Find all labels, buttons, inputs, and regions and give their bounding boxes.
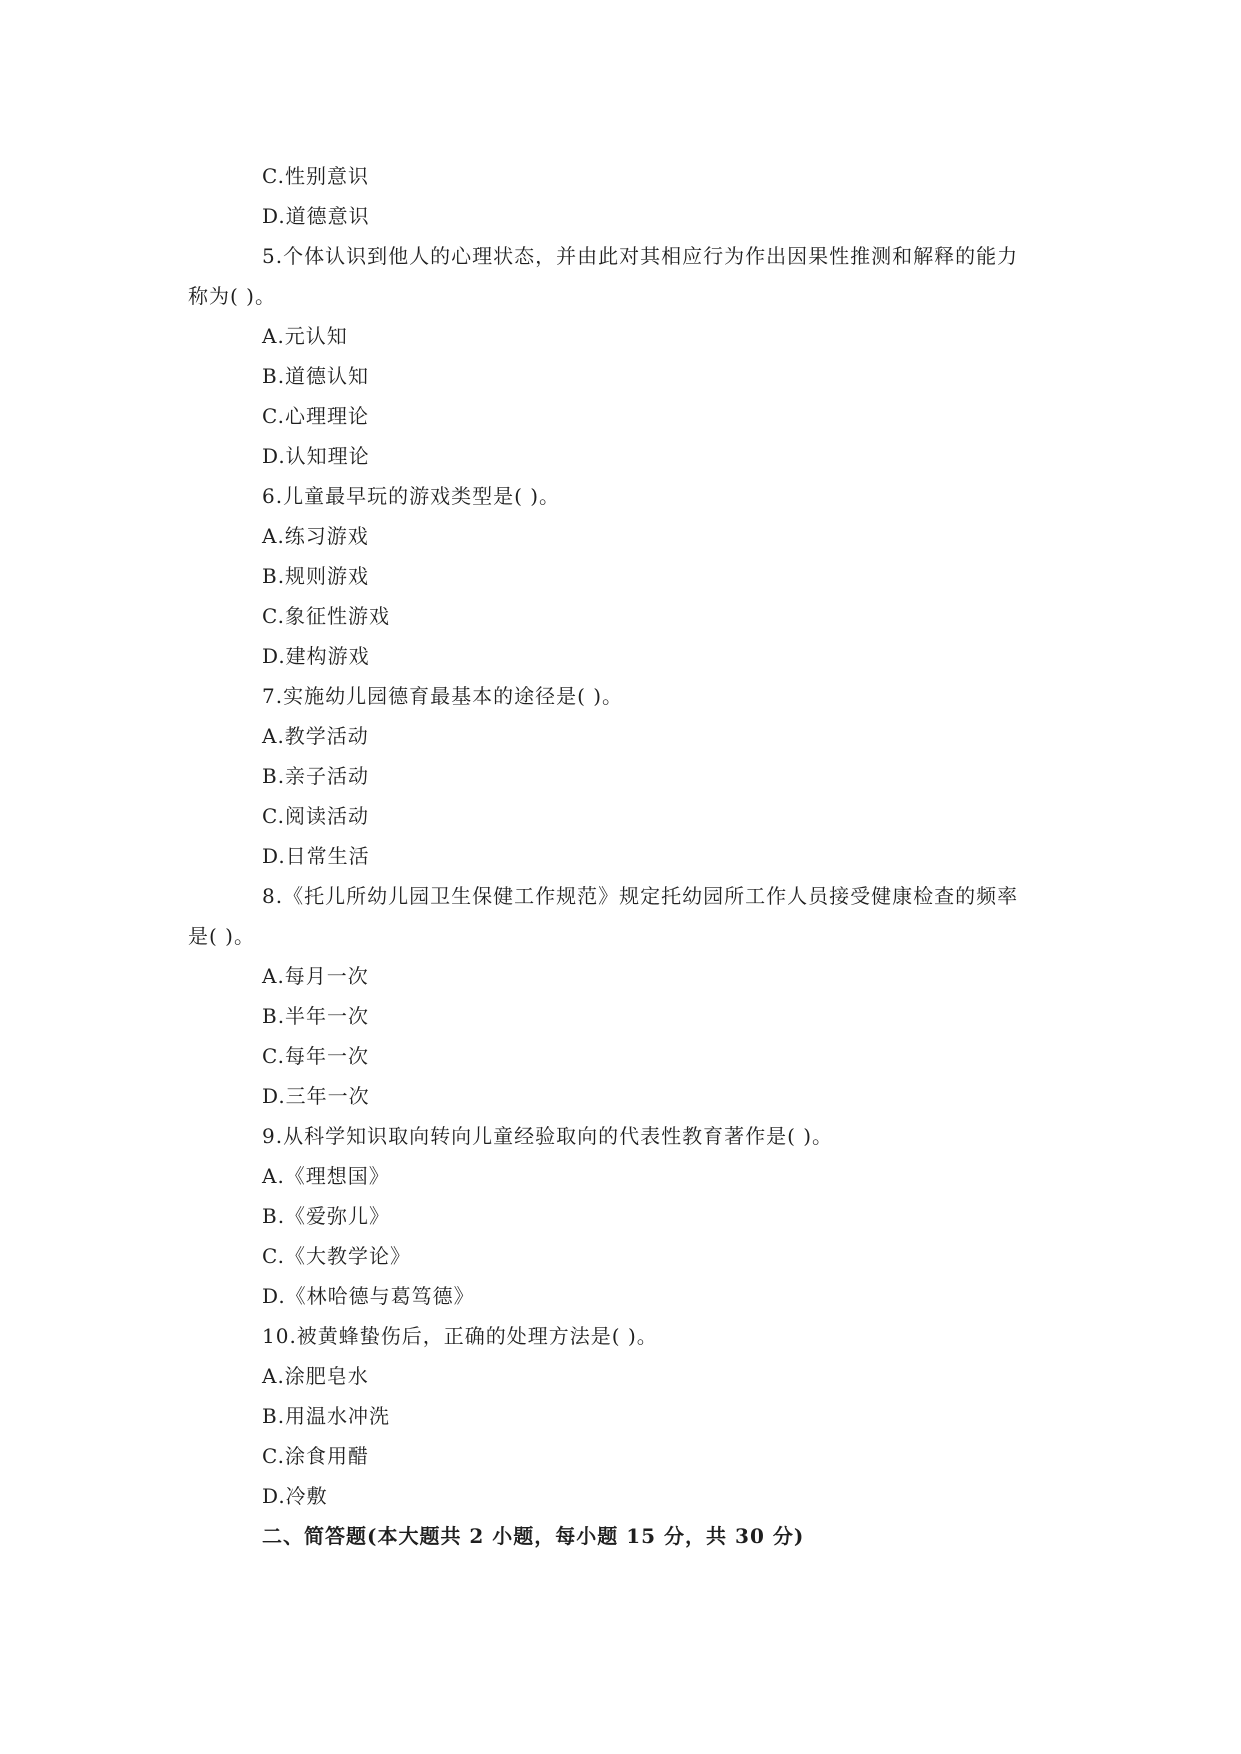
option-a-q10: A.涂肥皂水 (262, 1364, 369, 1388)
option-a-q8: A.每月一次 (262, 964, 369, 988)
option-a-q9: A.《理想国》 (262, 1164, 390, 1188)
question-5: 5.个体认识到他人的心理状态，并由此对其相应行为作出因果性推测和解释的能力 (262, 244, 1019, 268)
option-b-q7: B.亲子活动 (262, 764, 370, 788)
option-c-q7: C.阅读活动 (262, 804, 369, 828)
option-b-q10: B.用温水冲洗 (262, 1404, 391, 1428)
question-5-continuation: 称为( )。 (188, 284, 276, 308)
option-d-q5: D.认知理论 (262, 444, 370, 468)
option-d-q4: D.道德意识 (262, 204, 370, 228)
question-6: 6.儿童最早玩的游戏类型是( )。 (262, 484, 561, 508)
option-c-q9: C.《大教学论》 (262, 1244, 411, 1268)
option-a-q6: A.练习游戏 (262, 524, 369, 548)
option-d-q10: D.冷敷 (262, 1484, 328, 1508)
option-c-q10: C.涂食用醋 (262, 1444, 369, 1468)
option-b-q9: B.《爱弥儿》 (262, 1204, 391, 1228)
section-heading-short-answer: 二、简答题(本大题共 2 小题，每小题 15 分，共 30 分) (262, 1524, 805, 1548)
option-b-q6: B.规则游戏 (262, 564, 370, 588)
option-c-q5: C.心理理论 (262, 404, 369, 428)
question-8-continuation: 是( )。 (188, 924, 255, 948)
option-c-q4: C.性别意识 (262, 164, 369, 188)
option-d-q6: D.建构游戏 (262, 644, 370, 668)
option-d-q8: D.三年一次 (262, 1084, 370, 1108)
option-b-q8: B.半年一次 (262, 1004, 370, 1028)
option-b-q5: B.道德认知 (262, 364, 370, 388)
question-7: 7.实施幼儿园德育最基本的途径是( )。 (262, 684, 624, 708)
option-d-q9: D.《林哈德与葛笃德》 (262, 1284, 475, 1308)
option-a-q7: A.教学活动 (262, 724, 369, 748)
question-9: 9.从科学知识取向转向儿童经验取向的代表性教育著作是( )。 (262, 1124, 834, 1148)
option-c-q8: C.每年一次 (262, 1044, 369, 1068)
option-c-q6: C.象征性游戏 (262, 604, 390, 628)
option-a-q5: A.元认知 (262, 324, 348, 348)
option-d-q7: D.日常生活 (262, 844, 370, 868)
question-8: 8.《托儿所幼儿园卫生保健工作规范》规定托幼园所工作人员接受健康检查的频率 (262, 884, 1019, 908)
question-10: 10.被黄蜂蛰伤后，正确的处理方法是( )。 (262, 1324, 658, 1348)
